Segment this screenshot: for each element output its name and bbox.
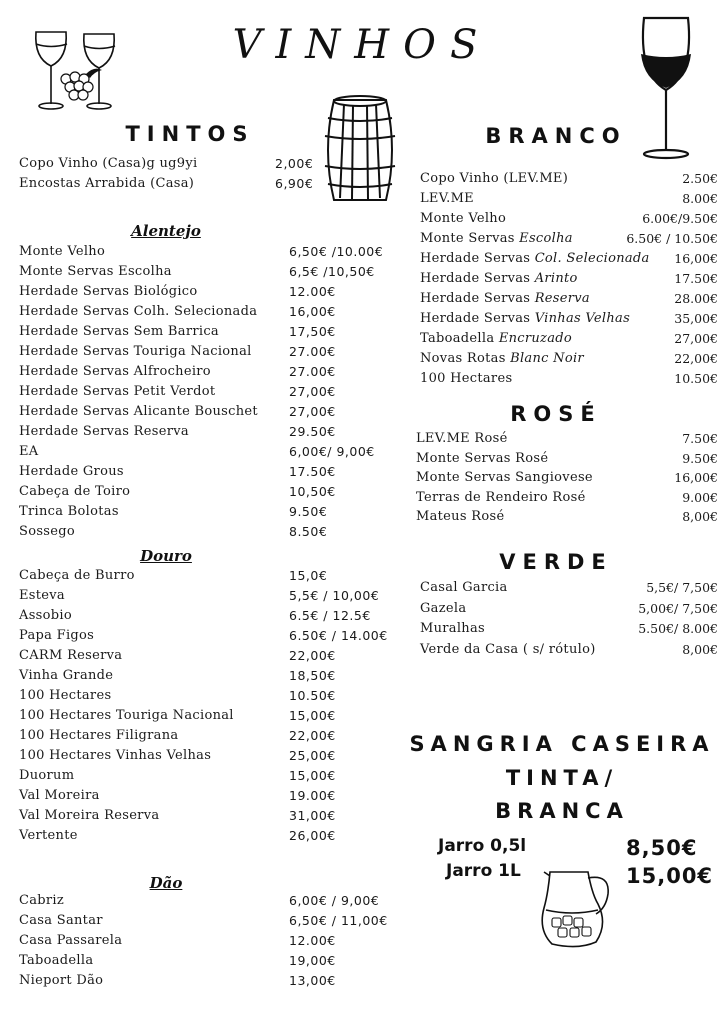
list-item [420, 271, 718, 291]
sangria-subtitle-tinta: TINTA/ [505, 766, 619, 790]
wine-price: 22,00€ [289, 728, 336, 743]
list-item [19, 628, 389, 648]
douro-list [19, 568, 389, 848]
list-item [19, 284, 389, 304]
list-item [420, 231, 718, 251]
douro-heading: Douro [140, 547, 192, 565]
wine-name [420, 371, 512, 386]
wine-name: EA [19, 444, 39, 459]
wine-price: 5,00€/ 7,50€ [638, 600, 718, 616]
wine-price: 7.50€ [682, 431, 718, 446]
list-item [420, 171, 718, 191]
wine-price: 16,00€ [674, 251, 718, 266]
wine-price: 29.50€ [289, 424, 336, 439]
dao-heading: Dão [149, 874, 183, 892]
wine-price: 10,50€ [289, 484, 336, 499]
wine-name: Herdade Servas Colh. Selecionada [19, 304, 258, 319]
list-item [19, 364, 389, 384]
list-item [420, 371, 718, 391]
wine-price: 22,00€ [674, 351, 718, 366]
page-title: VINHOS [232, 22, 492, 68]
list-item [420, 251, 718, 271]
jarro-large-price: 15,00€ [626, 864, 714, 888]
wine-name: Herdade Servas Petit Verdot [19, 384, 216, 399]
wine-name-variety: Escolha [519, 231, 573, 246]
wine-price: 6,50€ / 11,00€ [289, 913, 388, 928]
wine-name-plain: Novas Rotas [420, 351, 511, 366]
list-item [19, 324, 389, 344]
list-item [19, 748, 389, 768]
wine-price: 27,00€ [674, 331, 718, 346]
wine-name: Cabeça de Toiro [19, 484, 131, 499]
wine-name: Herdade Grous [19, 464, 124, 479]
wine-name: Esteva [19, 588, 65, 603]
wine-price: 5,5€/ 7,50€ [646, 580, 718, 595]
wine-price: 6.50€ / 10.50€ [626, 231, 718, 246]
wine-name-plain: Herdade Servas [420, 311, 535, 326]
list-item [19, 688, 389, 708]
wine-price: 9.50€ [289, 504, 328, 519]
wine-name: Papa Figos [19, 628, 95, 643]
wine-name: Cabeça de Burro [19, 568, 135, 583]
wine-price: 17.50€ [289, 464, 336, 479]
wine-name: Terras de Rendeiro Rosé [416, 489, 586, 505]
wine-name: Copo Vinho (Casa)g ug9yi [19, 156, 198, 171]
verde-list [420, 580, 718, 665]
wine-name: Herdade Servas Reserva [19, 424, 189, 439]
wine-price: 6.50€ / 14.00€ [289, 628, 388, 643]
wine-name [420, 251, 650, 266]
wine-price: 10.50€ [289, 688, 336, 703]
list-item [19, 568, 389, 588]
wine-name: 100 Hectares Filigrana [19, 728, 179, 743]
list-item [19, 768, 389, 788]
wine-name: Encostas Arrabida (Casa) [19, 176, 195, 191]
list-item [19, 808, 389, 828]
wine-price: 27,00€ [289, 384, 336, 399]
list-item [19, 304, 389, 324]
wine-name-plain: Herdade Servas [420, 251, 535, 266]
list-item [19, 648, 389, 668]
list-item [420, 621, 718, 641]
dao-list [19, 893, 389, 993]
list-item [420, 642, 718, 662]
wine-price: 8.00€ [682, 191, 718, 206]
wine-name [420, 171, 568, 186]
wine-name: Herdade Servas Touriga Nacional [19, 344, 252, 359]
sangria-jug-icon [534, 864, 616, 952]
list-item [19, 788, 389, 808]
list-item [19, 344, 389, 364]
wine-name [420, 291, 590, 306]
wine-name: Muralhas [420, 621, 486, 636]
wine-name-variety: Arinto [534, 271, 578, 286]
list-item [19, 244, 389, 264]
wine-price: 6,90€ [275, 176, 314, 191]
wine-name: Verde da Casa ( s/ rótulo) [420, 641, 596, 657]
list-item [416, 431, 718, 451]
list-item [19, 404, 389, 424]
branco-list [420, 171, 718, 396]
wine-price: 8.50€ [289, 524, 328, 539]
wine-name-plain: LEV.ME [420, 191, 474, 206]
wine-price: 19.00€ [289, 788, 336, 803]
wine-price: 15,00€ [289, 768, 336, 783]
wine-name [420, 331, 572, 346]
wine-name: Herdade Servas Biológico [19, 284, 198, 299]
list-item [420, 291, 718, 311]
list-item [19, 933, 389, 953]
wine-name: Herdade Servas Alfrocheiro [19, 364, 211, 379]
list-item [420, 211, 718, 231]
wine-price: 15,0€ [289, 568, 328, 583]
alentejo-heading: Alentejo [131, 222, 201, 240]
wine-name [420, 231, 573, 246]
list-item [416, 509, 718, 529]
wine-name: Vinha Grande [19, 668, 114, 683]
list-item [416, 451, 718, 471]
wine-name: Taboadella [19, 953, 94, 968]
wine-name: Cabriz [19, 893, 65, 908]
wine-price: 18,50€ [289, 668, 336, 683]
wine-price: 25,00€ [289, 748, 336, 763]
wine-name: Assobio [19, 608, 72, 623]
wine-barrel-icon [320, 94, 400, 206]
wine-name: 100 Hectares Vinhas Velhas [19, 748, 212, 763]
wine-name: Casal Garcia [420, 580, 508, 595]
wine-name-plain: Monte Servas [420, 231, 520, 246]
wine-name: Nieport Dão [19, 973, 104, 988]
jarro-small-price: 8,50€ [626, 836, 698, 860]
wine-name-variety: Encruzado [498, 331, 573, 346]
wine-name: Monte Servas Sangiovese [416, 470, 593, 485]
list-item [19, 464, 389, 484]
jarro-large-label: Jarro 1L [446, 861, 521, 881]
wine-name: Trinca Bolotas [19, 504, 119, 519]
wine-price: 9.50€ [682, 450, 718, 466]
list-item [19, 708, 389, 728]
wine-price: 27.00€ [289, 364, 336, 379]
wine-name: Vertente [19, 828, 78, 843]
list-item [19, 973, 389, 993]
wine-name-plain: 100 Hectares [420, 371, 513, 386]
wine-name: Val Moreira [19, 788, 100, 803]
wine-name [420, 311, 630, 326]
wine-name-variety: Blanc Noir [510, 351, 584, 366]
list-item [416, 470, 718, 490]
list-item [19, 828, 389, 848]
wine-price: 19,00€ [289, 953, 336, 968]
sangria-title: SANGRIA CASEIRA [409, 732, 715, 756]
list-item [19, 608, 389, 628]
list-item [19, 264, 389, 284]
wine-name: Casa Santar [19, 913, 103, 928]
wine-price: 28.00€ [674, 291, 718, 306]
wine-price: 2.50€ [682, 171, 718, 186]
wine-price: 16,00€ [289, 304, 336, 319]
wine-price: 6,5€ /10,50€ [289, 264, 375, 279]
wine-price: 12.00€ [289, 284, 336, 299]
wine-name: Gazela [420, 600, 467, 616]
sangria-subtitle-branca: BRANCA [495, 799, 629, 823]
wine-name-plain: Copo Vinho (LEV.ME) [420, 171, 569, 186]
list-item [19, 156, 319, 176]
list-item [19, 424, 389, 444]
tintos-heading: TINTOS [125, 122, 255, 146]
list-item [19, 444, 389, 464]
list-item [420, 191, 718, 211]
list-item [420, 311, 718, 331]
wine-price: 6,50€ /10.00€ [289, 244, 384, 259]
wine-name: 100 Hectares Touriga Nacional [19, 708, 234, 723]
wine-name-variety: Reserva [534, 291, 590, 306]
wine-price: 8,00€ [682, 509, 718, 524]
wine-name: LEV.ME Rosé [416, 431, 508, 446]
wine-price: 12.00€ [289, 933, 336, 948]
list-item [19, 524, 389, 544]
wine-name [420, 211, 506, 226]
list-item [420, 580, 718, 600]
list-item [19, 913, 389, 933]
wine-price: 10.50€ [674, 371, 718, 386]
alentejo-list [19, 244, 389, 544]
wine-price: 2,00€ [275, 156, 314, 171]
wine-name: CARM Reserva [19, 648, 123, 663]
wine-name: Herdade Servas Alicante Bouschet [19, 404, 258, 419]
wine-name [420, 351, 584, 366]
wine-name-plain: Monte Velho [420, 211, 507, 226]
list-item [420, 331, 718, 351]
branco-heading: BRANCO [485, 124, 627, 148]
wine-name: Casa Passarela [19, 933, 123, 948]
rose-list [416, 431, 718, 531]
wine-price: 6.5€ / 12.5€ [289, 608, 371, 623]
list-item [416, 490, 718, 510]
wine-name [420, 271, 578, 286]
wine-name: Monte Servas Rosé [416, 450, 549, 466]
wine-name-plain: Taboadella [420, 331, 499, 346]
wine-price: 15,00€ [289, 708, 336, 723]
wine-name: Herdade Servas Sem Barrica [19, 324, 219, 339]
wine-price: 9.00€ [682, 489, 718, 505]
wine-price: 27.00€ [289, 344, 336, 359]
wine-name: Val Moreira Reserva [19, 808, 160, 823]
list-item [420, 351, 718, 371]
wine-name: 100 Hectares [19, 688, 112, 703]
wine-price: 17,50€ [289, 324, 336, 339]
wine-price: 13,00€ [289, 973, 336, 988]
wine-price: 5,5€ / 10,00€ [289, 588, 380, 603]
wine-name-plain: Herdade Servas [420, 271, 535, 286]
wine-name: Monte Servas Escolha [19, 264, 172, 279]
list-item [19, 668, 389, 688]
wine-price: 27,00€ [289, 404, 336, 419]
wine-name: Sossego [19, 524, 76, 539]
list-item [19, 893, 389, 913]
list-item [19, 176, 319, 196]
list-item [420, 601, 718, 621]
wine-price: 17.50€ [674, 271, 718, 286]
wine-price: 22,00€ [289, 648, 336, 663]
wine-price: 5.50€/ 8.00€ [638, 621, 718, 636]
list-item [19, 728, 389, 748]
verde-heading: VERDE [499, 550, 613, 574]
wine-name [420, 191, 474, 206]
wine-name: Duorum [19, 768, 75, 783]
wine-price: 6,00€/ 9,00€ [289, 444, 375, 459]
wine-price: 26,00€ [289, 828, 336, 843]
wine-price: 6.00€/9.50€ [642, 211, 718, 226]
wine-name-variety: Col. Selecionada [534, 251, 650, 266]
wine-name-variety: Vinhas Velhas [534, 311, 631, 326]
wine-name: Mateus Rosé [416, 509, 505, 524]
list-item [19, 504, 389, 524]
list-item [19, 384, 389, 404]
list-item [19, 588, 389, 608]
wine-price: 8,00€ [682, 641, 718, 657]
wine-price: 35,00€ [674, 311, 718, 326]
wine-price: 16,00€ [674, 470, 718, 485]
wine-name: Monte Velho [19, 244, 106, 259]
list-item [19, 953, 389, 973]
wine-price: 31,00€ [289, 808, 336, 823]
wine-name-plain: Herdade Servas [420, 291, 535, 306]
rose-heading: ROSÉ [510, 402, 602, 426]
wine-price: 6,00€ / 9,00€ [289, 893, 380, 908]
jarro-small-label: Jarro 0,5l [438, 836, 527, 856]
list-item [19, 484, 389, 504]
